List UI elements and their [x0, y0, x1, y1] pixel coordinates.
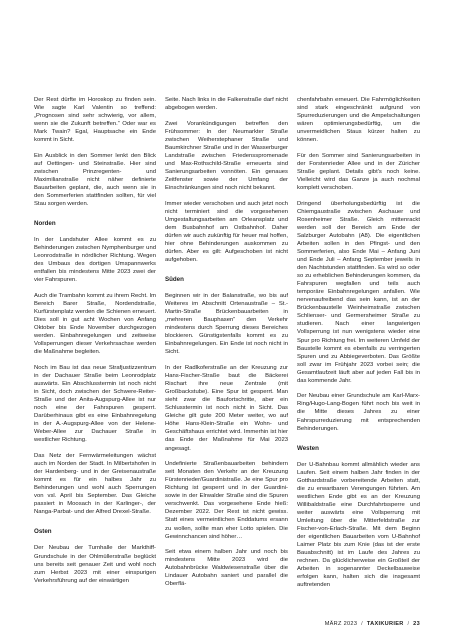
body-paragraph: Der U-Bahnbau kommt allmählich wieder ans Laufen. Seit einem halben Jahr finden in der Gotthardstraße vorbereitende Arbeiten statt, die zu erwartbaren Verengungen führten. Am westlichen Ende gibt es an der Kreuzung Willibaldstraße eine Durchfahrtssperre und weiter auswärts eine Vollsperrung mit Umleitung über die Mitterfeldstraße zur Fischer-von-Erlach-Straße. Mit dem Beginn der eigentlichen Bauarbeiten vom U-Bahnhof Laimer Platz bis zum Knie (das ist der erste Bauabschnitt) ist im Laufe des Jahres zu rechnen. Da glücklicherweise ein Großteil der Arbeiten in sogenannter Deckelbauweise erfolgen kann, halten sich die insgesamt auftretenden: [297, 461, 420, 589]
body-paragraph: Seit etwa einem halben Jahr und noch bis mindestens Mitte 2023 wird die Autobahnbrücke Waldwiesenstraße über die Lindauer Autobahn saniert und parallel die Oberflä-: [165, 549, 288, 588]
footer-separator-2: /: [407, 621, 410, 627]
body-paragraph: chenfahrbahn erneuert. Die Fahrmöglichkeiten sind stark eingeschränkt aufgrund von Spurreduzierungen und die Ampelschaltungen wären optimierungsbedürftig, um die unvermeidlichen Staus kürzer halten zu können.: [297, 97, 420, 144]
footer-separator: /: [361, 621, 363, 627]
body-paragraph: Der Neubau einer Grundschule am Karl-Marx-Ring/Hugo-Lang-Bogen führt noch bis weit in die Mitte dieses Jahres zu einer Fahrspurreduzierung mit entsprechenden Behinderungen.: [297, 393, 420, 432]
body-paragraph: Dringend überholungsbedürftig ist die Chiemgaustraße zwischen Aschauer und Rosenheimer Straße. Gleich mittenrackt werden soll der Bereich am Ende der Salzburger Autobahn (A8). Die eigentlichen Arbeiten sollen in den Pfingst- und den Sommerferien, also Ende Mai – Anfang Juni und Ende Juli – Anfang September jeweils in den Nachtstunden stattfinden. Es wird so oder so zu erheblichen Behinderungen kommen, da Fahrspuren wegfallen und teils auch temporäre Einbahnregelungen anfallen. Wie nervenaufreibend das sein kann, ist an der Brückenbaustelle Weinheimstraße zwischen Schlienser- und Germersheimer Straße zu studieren. Nach einer langwierigen Vollsperrung ist nun wenigstens wieder eine Spur pro Richtung frei. Im weiteren Umfeld der Baustelle kommt es ebenfalls zu verringerten Spuren und zu Abbiegeverboten. Das Größte soll zwar im Frühjahr 2023 vorbei sein; die Gesamtlaufzeit läuft aber auf jeden Fall bis in das kommende Jahr.: [297, 200, 420, 384]
body-paragraph: Beginnen wir in der Balanstraße, wo bis auf Weiteres im Abschnitt Ortenaustraße – St.-Martin-Straße Brückenbauarbeiten in „mehreren Bauphasen“ den Verkehr mindestens durch Sperrung dieses Bereiches blockieren. Günstigstenfalls kommt es zu Einbahnregelungen. Ein Ende ist noch nicht in Sicht.: [165, 293, 288, 356]
body-paragraph: Immer wieder verschoben und auch jetzt noch nicht terminiert sind die vorgesehenen Umgestaltungsarbeiten am Orleansplatz und dem Busbahnhof am Ostbahnhof. Daher dürfen wir auch zukünftig für heuer mal hoffen, hier ohne Behinderungen auskommen zu dürfen. Aber es gilt: Aufgeschoben ist nicht aufgehoben.: [165, 200, 288, 264]
body-paragraph: Ein Ausblick in den Sommer lenkt den Blick auf Oettingen- und Steinstraße. Hier sind zwischen Prinzregenten- und Maximilianstraße nicht näher definierte Bauarbeiten geplant, die, auch wenn sie in den Sommerferien stattfinden sollten, für viel Stau sorgen werden.: [34, 152, 156, 208]
body-paragraph: Das Netz der Fernwärmeleitungen wächst auch im Norden der Stadt. In Milbertshofen in der Hardenberg- und in der Greisenaustraße kommt es für ein halbes Jahr zu Behinderungen und wohl auch Sperrungen von vsl. April bis September. Das Gleiche passiert in Moosach in der Karlinger-, der Nanga-Parbat- und der Alfred Drexel-Straße.: [34, 453, 156, 516]
body-paragraph: Undefinierte Straßenbauarbeiten behindern seit Monaten den Verkehr an der Kreuzung Fürstenrieder/Guardinistraße. Je eine Spur pro Richtung ist gesperrt und in der Guardini- sowie in der Elrwalder Straße sind die Spuren verschwenkt. Das vorgesehene Ende hieß: Dezember 2022. Der Rest ist nicht gewiss. Statt eines vermeintlichen Enddatums ersann zu wollen, sollte man eher Lotto spielen. Die Gewinnchancen sind höher…: [165, 461, 288, 540]
body-paragraph: Noch im Bau ist das neue Strafjustizzentrum in der Dachauer Straße beim Leonrodplatz auswärts. Ein Abschlusstermin ist noch nicht in Sicht, doch zwischen der Schwere-Reiter-Straße und der Anita-Augspurg-Allee ist nur noch eine der Fahrspuren gesperrt. Darüberhinaus gibt es eine Einbahnregelung in der A.-Augspurg-Allee von der Helene-Weber-Allee zur Dachauer Straße in westlicher Richtung.: [34, 365, 156, 444]
section-heading: Osten: [34, 528, 52, 536]
text-column-1: [34, 96, 156, 592]
page-number: 23: [413, 621, 420, 627]
body-paragraph: Für den Sommer sind Sanierungsarbeiten in der Forstenrieder Allee und in der Züricher Straße geplant. Details gibt's noch keine. Vielleicht wird das Ganze ja auch nochmal komplett verschoben.: [297, 152, 420, 192]
body-paragraph: Seite. Nach links in die Falkenstraße darf nicht abgebogen werden.: [165, 97, 288, 112]
body-paragraph: Zwei Vorankündigungen betreffen den Frühsommer: In der Neumarkter Straße zwischen Weiherstephaner Straße und Baumkirchner Straße und in der Wasserburger Landstraße zwischen Friedensspromenade und Max-Rothschild-Straße erneuerts sind Sanierungsarbeiten vonnöten. Ein genaues Zeitfenster sowie der Umfang der Einschränkungen sind noch nicht bekannt.: [165, 120, 288, 192]
issue-date: MÄRZ 2023: [324, 621, 358, 627]
body-paragraph: In der Landshuter Allee kommt es zu Behinderungen zwischen Nymphenburger und Leonrodstraße in nördlicher Richtung. Wegen des Umbaus des dortigen Umspannwerks entfallen bis mindestens Mitte 2023 zwei der vier Fahrspuren.: [34, 237, 156, 284]
body-paragraph: In der Radlkoferstraße an der Kreuzung zur Hans-Fischer-Straße baut die Bäckerei Rischart ihre neue Zentrale (mit Großbackstube). Eine Spur ist gesperrt. Man sieht zwar die Baufortschritte, aber ein Schlusstermin ist noch nicht in Sicht. Das Gleiche gilt gute 200 Meter weiter, wo auf Höhe Hans-Klein-Straße ein Wohn- und Geschäftshaus errichtet wird. Immerhin ist hier das Ende der Maßnahme für Mai 2023 angesagt.: [165, 365, 288, 452]
section-heading: Westen: [297, 444, 319, 452]
page-footer: [300, 621, 420, 627]
text-column-3: [297, 96, 420, 597]
section-heading: Norden: [34, 220, 56, 228]
text-column-2: [165, 96, 288, 596]
body-paragraph: Der Neubau der Turnhalle der Markthiff-Grundschule in der Ohlmüllerstraße beglückt uns bereits seit genauer Zeit und wohl noch zum Herbst 2023 mit einer einspurigen Verkehrsführung auf der einwärtigen: [34, 545, 156, 584]
section-heading: Süden: [165, 276, 184, 284]
magazine-name: TAXIKURIER: [366, 621, 404, 627]
body-paragraph: Der Rest dürfte im Horoskop zu finden sein. Wie sagte Karl Valentin so treffend: „Prognosen sind sehr schwierig, vor allem, wenn sie die Zukunft betreffen.“ Oder war es Mark Twain? Egal, Hauptsache ein Ende kommt in Sicht.: [34, 97, 156, 144]
body-paragraph: Auch die Trambahn kommt zu ihrem Recht. Im Bereich Barer Straße, Nordendstraße, Kurfürstenplatz werden die Schienen erneuert. Dies soll in gut acht Wochen von Anfang Oktober bis Ende November durchgezogen werden. Einbahnregelungen und zeitweise Vollsperrungen dieser Verkehrsachse werden die Maßnahme begleiten.: [34, 293, 156, 356]
